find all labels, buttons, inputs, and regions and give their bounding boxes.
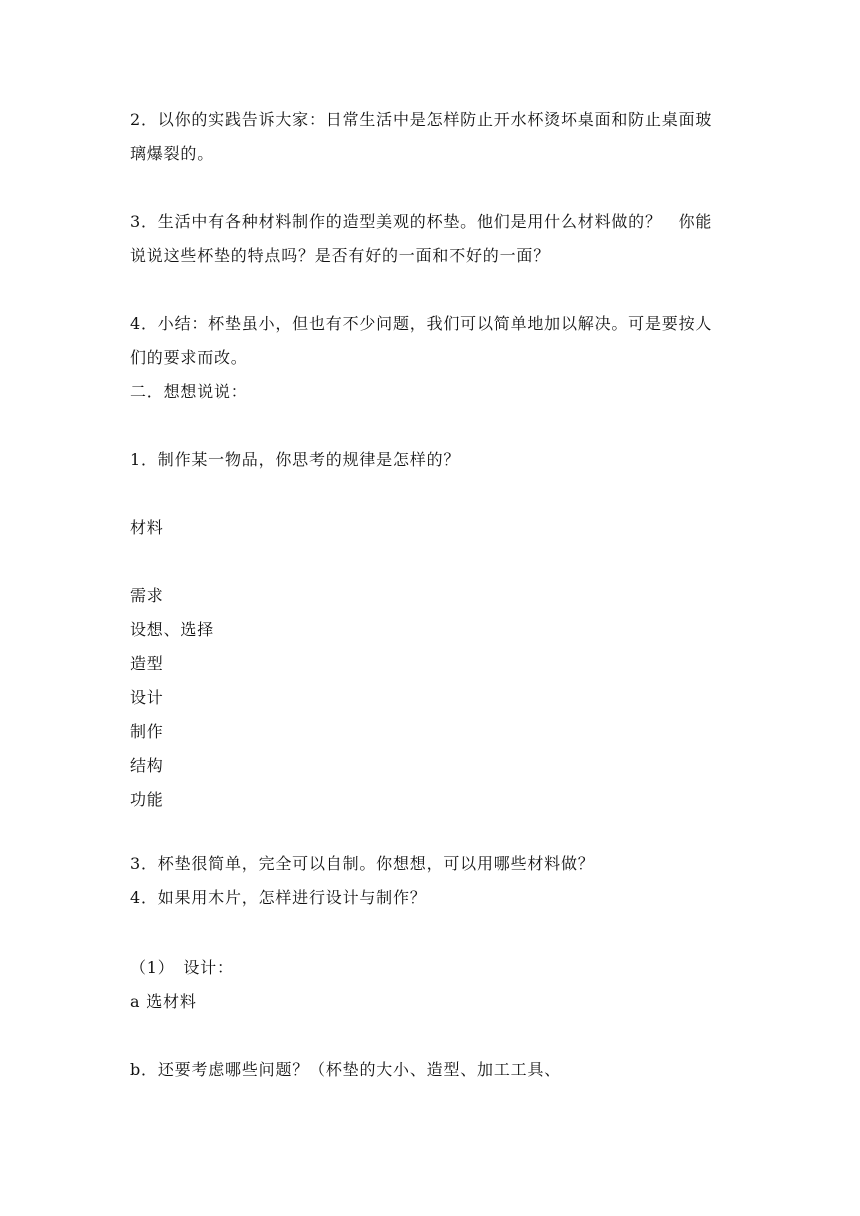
- diagram-item-materials: 材料: [130, 518, 164, 537]
- diagram-item-make: 制作: [130, 722, 164, 741]
- section-2-question-3: 3．杯垫很简单，完全可以自制。你想想，可以用哪些材料做？: [130, 854, 595, 873]
- diagram-item-demand: 需求: [130, 586, 164, 605]
- question-3-line-1: 3．生活中有各种材料制作的造型美观的杯垫。他们是用什么材料做的？ 你能: [130, 212, 713, 231]
- summary-line-2: 们的要求而改。: [130, 348, 248, 367]
- subsection-a-materials: a 选材料: [130, 992, 197, 1011]
- question-2-line-1: 2．以你的实践告诉大家：日常生活中是怎样防止开水杯烫坏桌面和防止桌面玻: [130, 110, 713, 129]
- summary-line-1: 4．小结：杯垫虽小，但也有不少问题，我们可以简单地加以解决。可是要按人: [130, 314, 713, 333]
- subsection-1-design: （1） 设计：: [130, 958, 234, 977]
- diagram-item-structure: 结构: [130, 756, 164, 775]
- diagram-item-design: 设计: [130, 688, 164, 707]
- question-3-line-2: 说说这些杯垫的特点吗？是否有好的一面和不好的一面？: [130, 246, 551, 265]
- diagram-item-idea-choice: 设想、选择: [130, 620, 215, 639]
- diagram-item-function: 功能: [130, 790, 164, 809]
- question-2-line-2: 璃爆裂的。: [130, 144, 215, 163]
- subsection-b-considerations: b．还要考虑哪些问题？（杯垫的大小、造型、加工工具、: [130, 1060, 562, 1079]
- diagram-item-shape: 造型: [130, 654, 164, 673]
- section-2-heading: 二．想想说说：: [130, 382, 248, 401]
- section-2-question-1: 1．制作某一物品，你思考的规律是怎样的？: [130, 450, 461, 469]
- section-2-question-4: 4．如果用木片，怎样进行设计与制作？: [130, 888, 427, 907]
